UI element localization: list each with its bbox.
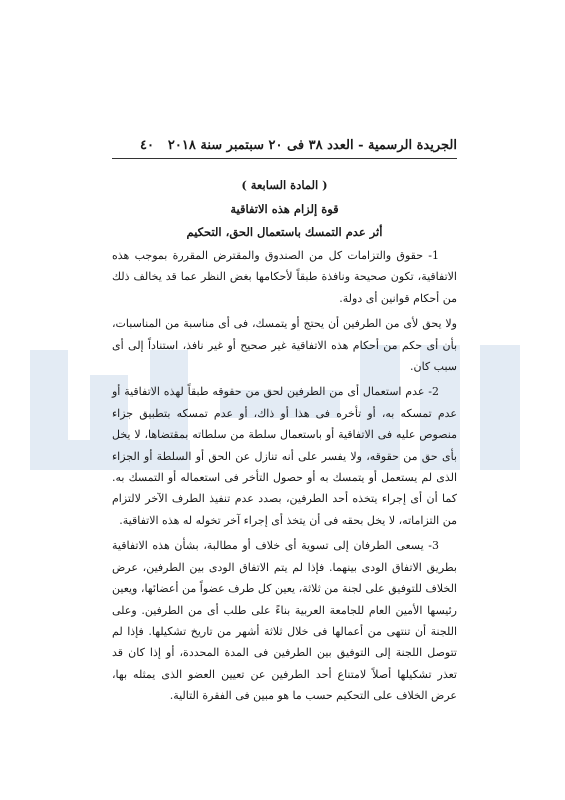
page-number: ٤٠ bbox=[140, 138, 154, 153]
article-subheading: قوة إلزام هذه الاتفاقية bbox=[230, 202, 339, 216]
article-body bbox=[112, 245, 457, 711]
paragraph: ولا يحق لأى من الطرفين أن يحتج أو يتمسك، فى أى مناسبة من المناسبات، بأن أى حكم من أحكام هذه الاتفاقية غير صحيح أو غير نافذ، استناداً إلى أى سبب كان. bbox=[112, 317, 457, 374]
header-title: الجريدة الرسمية - العدد ٣٨ فى ٢٠ سبتمبر سنة ٢٠١٨ bbox=[167, 138, 457, 153]
paragraph: 1- حقوق والتزامات كل من الصندوق والمقترض المقررة بموجب هذه الاتفاقية، تكون صحيحة ونافذة طبقاً لأحكامها بغض النظر عما قد يخالف ذلك من أحكام قوانين أى دولة. bbox=[112, 249, 457, 305]
article-subheading-2: أثر عدم التمسك باستعمال الحق، التحكيم bbox=[186, 225, 383, 239]
article-heading: ( المادة السابعة ) bbox=[241, 178, 328, 192]
page-header bbox=[140, 138, 457, 153]
paragraph: 2- عدم استعمال أى من الطرفين لحق من حقوقه طبقاً لهذه الاتفاقية أو عدم تمسكه به، أو تأخره فى هذا أو ذاك، أو عدم تمسكه بتطبيق جزاء منصوص عليه فى الاتفاقية أو باستعمال سلطة من سلطاته بمقتضاها، لا يخل بأى حق من حقوقه، ولا يفسر على أنه تنازل عن الحق أو السلطة أو الجزاء الذى لم يستعمل أو يتمسك به أو حصول التأخر فى استعماله أو التمسك به. كما أن أى إجراء يتخذه أحد الطرفين، بصدد عدم تنفيذ الطرف الآخر لالتزام من التزاماته، لا يخل بحقه فى أن يتخذ أى إجراء آخر تخوله له هذه الاتفاقية. bbox=[112, 385, 457, 527]
paragraph: 3- يسعى الطرفان إلى تسوية أى خلاف أو مطالبة، بشأن هذه الاتفاقية بطريق الاتفاق الودى بينهما. فإذا لم يتم الاتفاق الودى بين الطرفين، عرض الخلاف للتوفيق على لجنة من ثلاثة، يعين كل طرف عضواً من أعضائها، ويعين رئيسها الأمين العام للجامعة العربية بناءً على طلب أى من الطرفين. وعلى اللجنة أن تنتهى من أعمالها فى خلال ثلاثة أشهر من تاريخ تشكيلها. فإذا لم تتوصل اللجنة إلى التوفيق بين الطرفين فى المدة المحددة، أو إذا كان قد تعذر تشكيلها أصلاً لامتناع أحد الطرفين عن تعيين العضو الذى يمثله بها، عرض الخلاف على التحكيم حسب ما هو مبين فى الفقرة التالية. bbox=[112, 539, 457, 703]
header-divider bbox=[112, 158, 457, 159]
